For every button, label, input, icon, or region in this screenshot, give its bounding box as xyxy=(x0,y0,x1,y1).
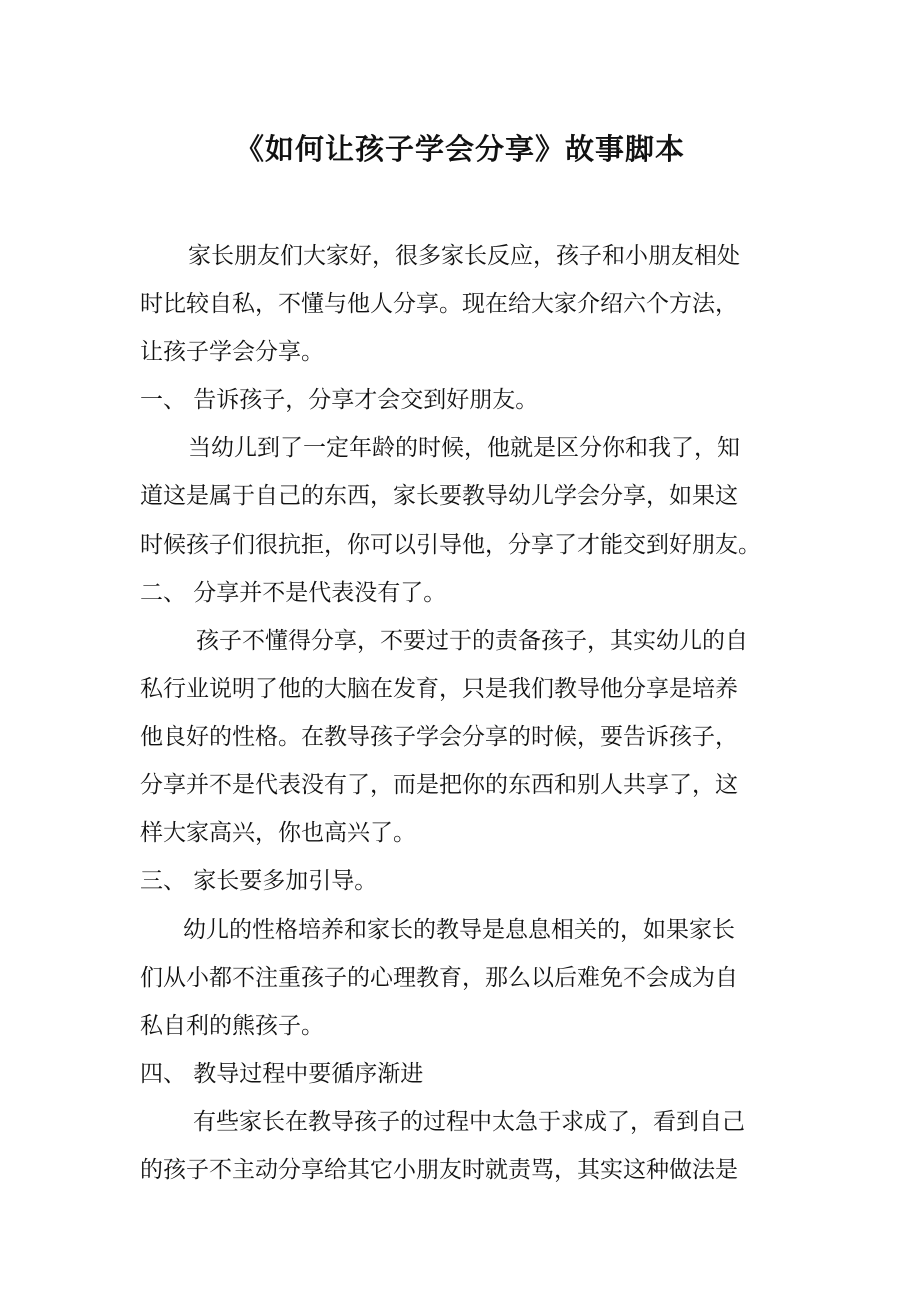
section-heading: 一、 告诉孩子，分享才会交到好朋友。 xyxy=(140,387,539,413)
text-line: 让孩子学会分享。 xyxy=(140,339,324,365)
text-line: 的孩子不主动分享给其它小朋友时就责骂，其实这种做法是 xyxy=(140,1157,738,1183)
text-line: 有些家长在教导孩子的过程中太急于求成了，看到自己 xyxy=(193,1109,745,1135)
text-line: 分享并不是代表没有了，而是把你的东西和别人共享了，这 xyxy=(140,772,738,798)
text-line: 家长朋友们大家好，很多家长反应，孩子和小朋友相处 xyxy=(188,243,740,269)
text-line: 幼儿的性格培养和家长的教导是息息相关的，如果家长 xyxy=(183,917,735,943)
section-heading: 三、 家长要多加引导。 xyxy=(140,868,378,894)
text-line: 私自利的熊孩子。 xyxy=(140,1013,324,1039)
text-line: 时比较自私，不懂与他人分享。现在给大家介绍六个方法， xyxy=(140,291,738,317)
section-heading: 四、 教导过程中要循序渐进 xyxy=(140,1061,424,1087)
text-line: 们从小都不注重孩子的心理教育，那么以后难免不会成为自 xyxy=(140,965,738,991)
section-heading: 二、 分享并不是代表没有了。 xyxy=(140,580,447,606)
text-line: 当幼儿到了一定年龄的时候，他就是区分你和我了，知 xyxy=(188,435,740,461)
text-line: 道这是属于自己的东西，家长要教导幼儿学会分享，如果这 xyxy=(140,483,738,509)
text-line: 孩子不懂得分享，不要过于的责备孩子，其实幼儿的自 xyxy=(196,628,748,654)
text-line: 样大家高兴，你也高兴了。 xyxy=(140,820,416,846)
text-line: 时候孩子们很抗拒，你可以引导他，分享了才能交到好朋友。 xyxy=(140,532,761,558)
text-line: 私行业说明了他的大脑在发育，只是我们教导他分享是培养 xyxy=(140,676,738,702)
text-line: 他良好的性格。在教导孩子学会分享的时候，要告诉孩子， xyxy=(140,724,738,750)
document-title: 《如何让孩子学会分享》故事脚本 xyxy=(234,132,685,166)
